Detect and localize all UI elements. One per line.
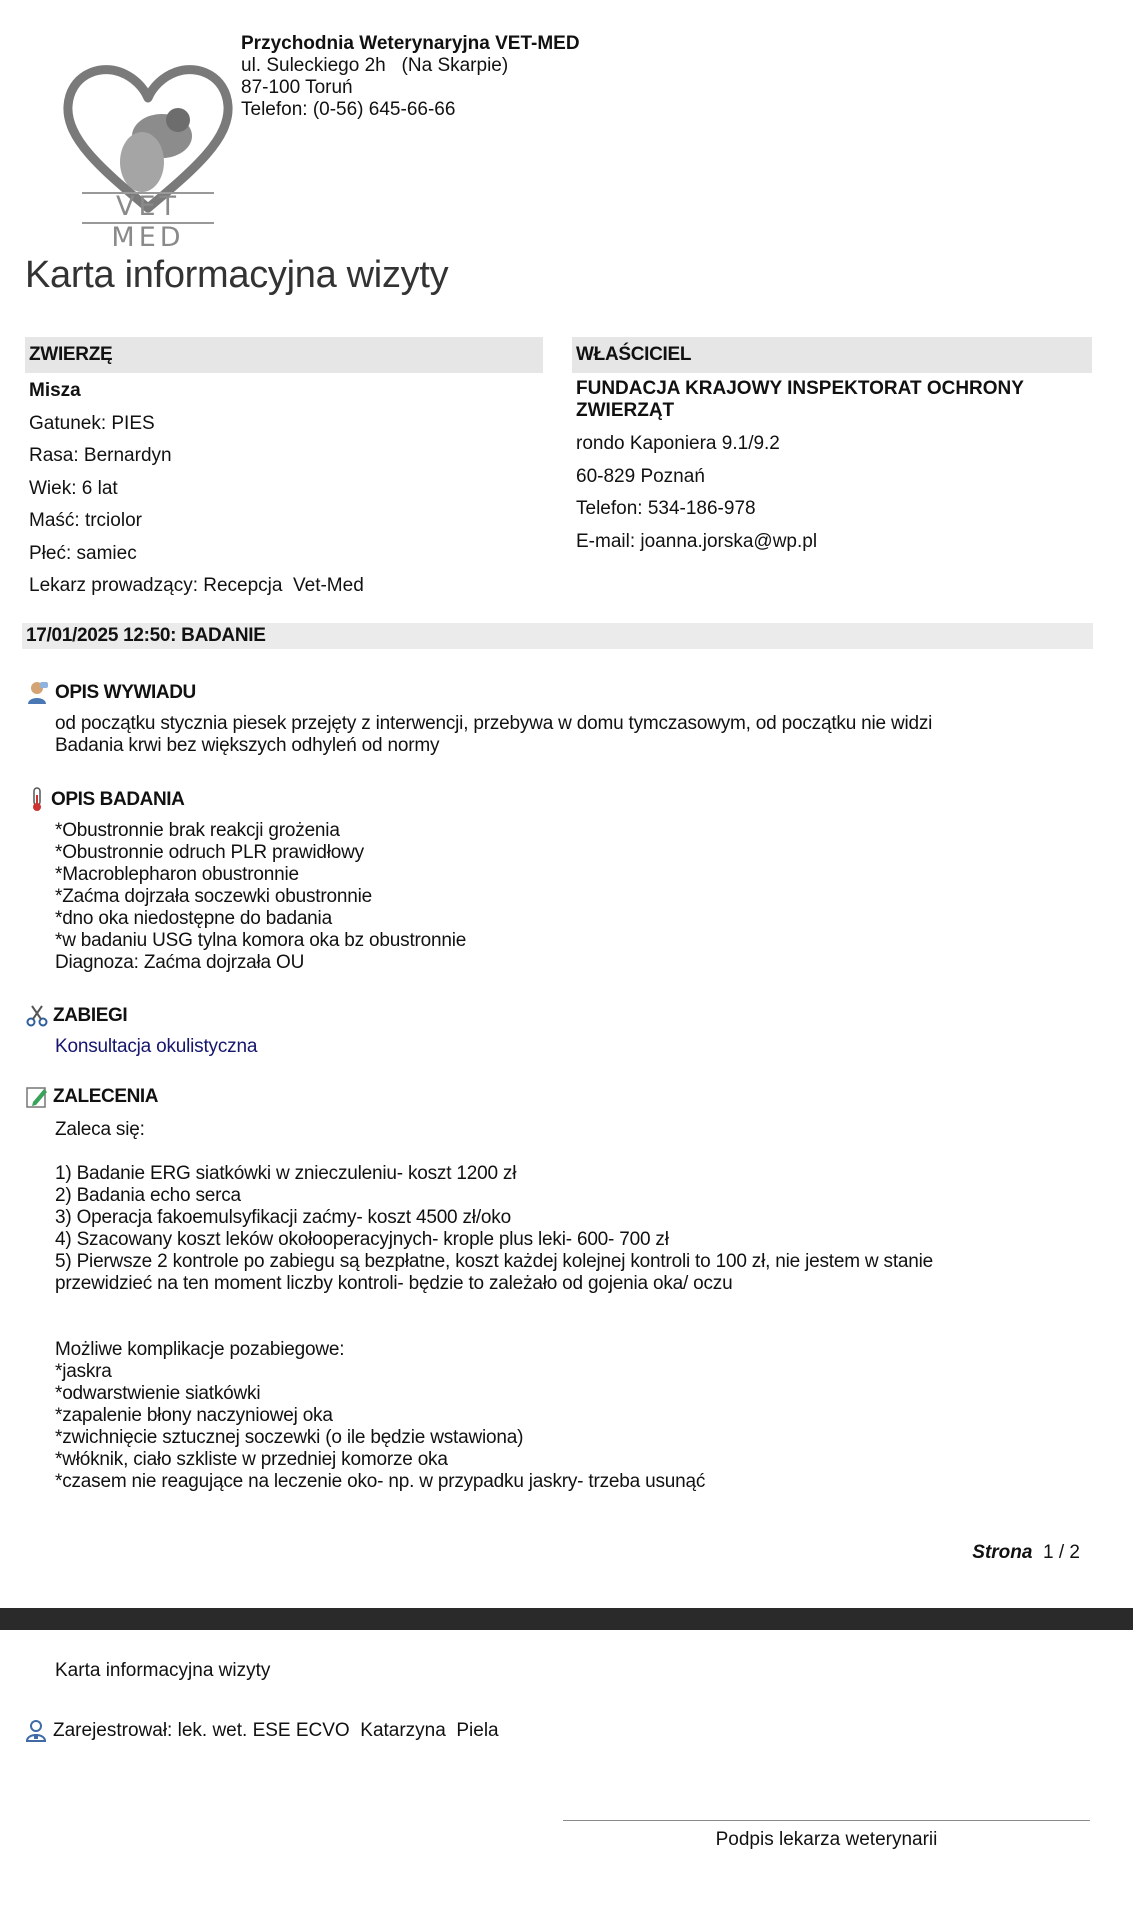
owner-email: E-mail: joanna.jorska@wp.pl	[576, 530, 818, 552]
page-label: Strona	[972, 1542, 1033, 1563]
history-title: OPIS WYWIADU	[55, 682, 196, 703]
exam-section-title	[28, 787, 185, 813]
page-number	[972, 1542, 1080, 1564]
procedures-section-title	[26, 1004, 127, 1028]
recommendations-section-title	[26, 1085, 158, 1109]
page-separator	[0, 1608, 1133, 1630]
animal-details	[29, 375, 364, 603]
history-text: od początku stycznia piesek przejęty z interwencji, przebywa w domu tymczasowym, od początku nie widzi Badania krwi bez większych odhyleń od normy	[55, 713, 933, 756]
animal-sex: Płeć: samiec	[29, 542, 137, 564]
owner-address-line1: rondo Kaponiera 9.1/9.2	[576, 433, 780, 454]
procedures-title: ZABIEGI	[53, 1005, 128, 1026]
registered-by-text: Zarejestrował: lek. wet. ESE ECVO Katarzyna Piela	[53, 1720, 499, 1741]
scissors-icon	[26, 1004, 48, 1028]
exam-title: OPIS BADANIA	[51, 789, 185, 810]
clinic-phone: Telefon: (0-56) 645-66-66	[241, 99, 456, 120]
exam-text: *Obustronnie brak reakcji grożenia *Obustronnie odruch PLR prawidłowy *Macroblepharon obustronnie *Zaćma dojrzała soczewki obustronnie *dno oka niedostępne do badania *w badaniu USG tylna komora oka bz obustronnie Diagnoza: Zaćma dojrzała OU	[55, 820, 467, 973]
history-section-title	[26, 680, 196, 706]
animal-color: Maść: trciolor	[29, 510, 142, 531]
thermometer-icon	[28, 787, 46, 813]
owner-name: FUNDACJA KRAJOWY INSPEKTORAT OCHRONY ZWIERZĄT	[576, 378, 1024, 421]
owner-phone: Telefon: 534-186-978	[576, 498, 756, 519]
clinic-logo	[60, 58, 236, 253]
signature-label: Podpis lekarza weterynarii	[715, 1829, 938, 1850]
logo-text: VET MED	[111, 191, 185, 253]
clinic-address-line1: ul. Suleckiego 2h (Na Skarpie)	[241, 55, 509, 76]
attending-vet: Lekarz prowadzący: Recepcja Vet-Med	[29, 575, 364, 596]
clinic-name: Przychodnia Weterynaryjna VET-MED	[241, 33, 580, 54]
animal-name: Misza	[29, 380, 81, 401]
owner-details	[576, 378, 1086, 558]
visit-header: 17/01/2025 12:50: BADANIE	[22, 623, 1093, 649]
animal-species: Gatunek: PIES	[29, 412, 155, 434]
clinic-address-line2: 87-100 Toruń	[241, 77, 353, 98]
page-current: 1	[1043, 1542, 1054, 1563]
registered-by	[25, 1719, 499, 1743]
owner-address-line2: 60-829 Poznań	[576, 465, 705, 487]
animal-section-header: ZWIERZĘ	[25, 337, 543, 373]
signature-line	[563, 1820, 1090, 1821]
recommendations-text: Zaleca się: 1) Badanie ERG siatkówki w znieczuleniu- koszt 1200 zł 2) Badania echo serca 3) Operacja fakoemulsyfikacji zaćmy- koszt 4500 zł/oko 4) Szacowany koszt leków okołooperacyjnych- krople plus leki- 600- 700 zł 5) Pierwsze 2 kontrole po zabiegu są bezpłatne, koszt każdej kolejnej kontroli to 100 zł, nie jestem w stanie przewidzieć na ten moment liczby kontroli- będzie to zależało od gojenia oka/ oczu Możliwe komplikacje pozabiegowe: *jaskra *odwarstwienie siatkówki *zapalenie błony naczyniowej oka *zwichnięcie sztucznej soczewki (o ile będzie wstawiona) *włóknik, ciało szkliste w przedniej komorze oka *czasem nie reagujące na leczenie oko- np. w przypadku jaskry- trzeba usunąć	[55, 1119, 934, 1492]
recommendations-title: ZALECENIA	[53, 1086, 159, 1107]
page-total: / 2	[1053, 1542, 1080, 1563]
pencil-icon	[26, 1085, 48, 1109]
procedure-link[interactable]: Konsultacja okulistyczna	[55, 1036, 258, 1057]
page2-title: Karta informacyjna wizyty	[55, 1660, 271, 1681]
doctor-icon	[25, 1719, 47, 1743]
animal-age: Wiek: 6 lat	[29, 477, 118, 499]
page-title: Karta informacyjna wizyty	[25, 254, 449, 296]
animal-breed: Rasa: Bernardyn	[29, 445, 172, 466]
owner-section-header: WŁAŚCICIEL	[572, 337, 1092, 373]
interview-icon	[26, 680, 50, 706]
clinic-info	[241, 33, 580, 121]
